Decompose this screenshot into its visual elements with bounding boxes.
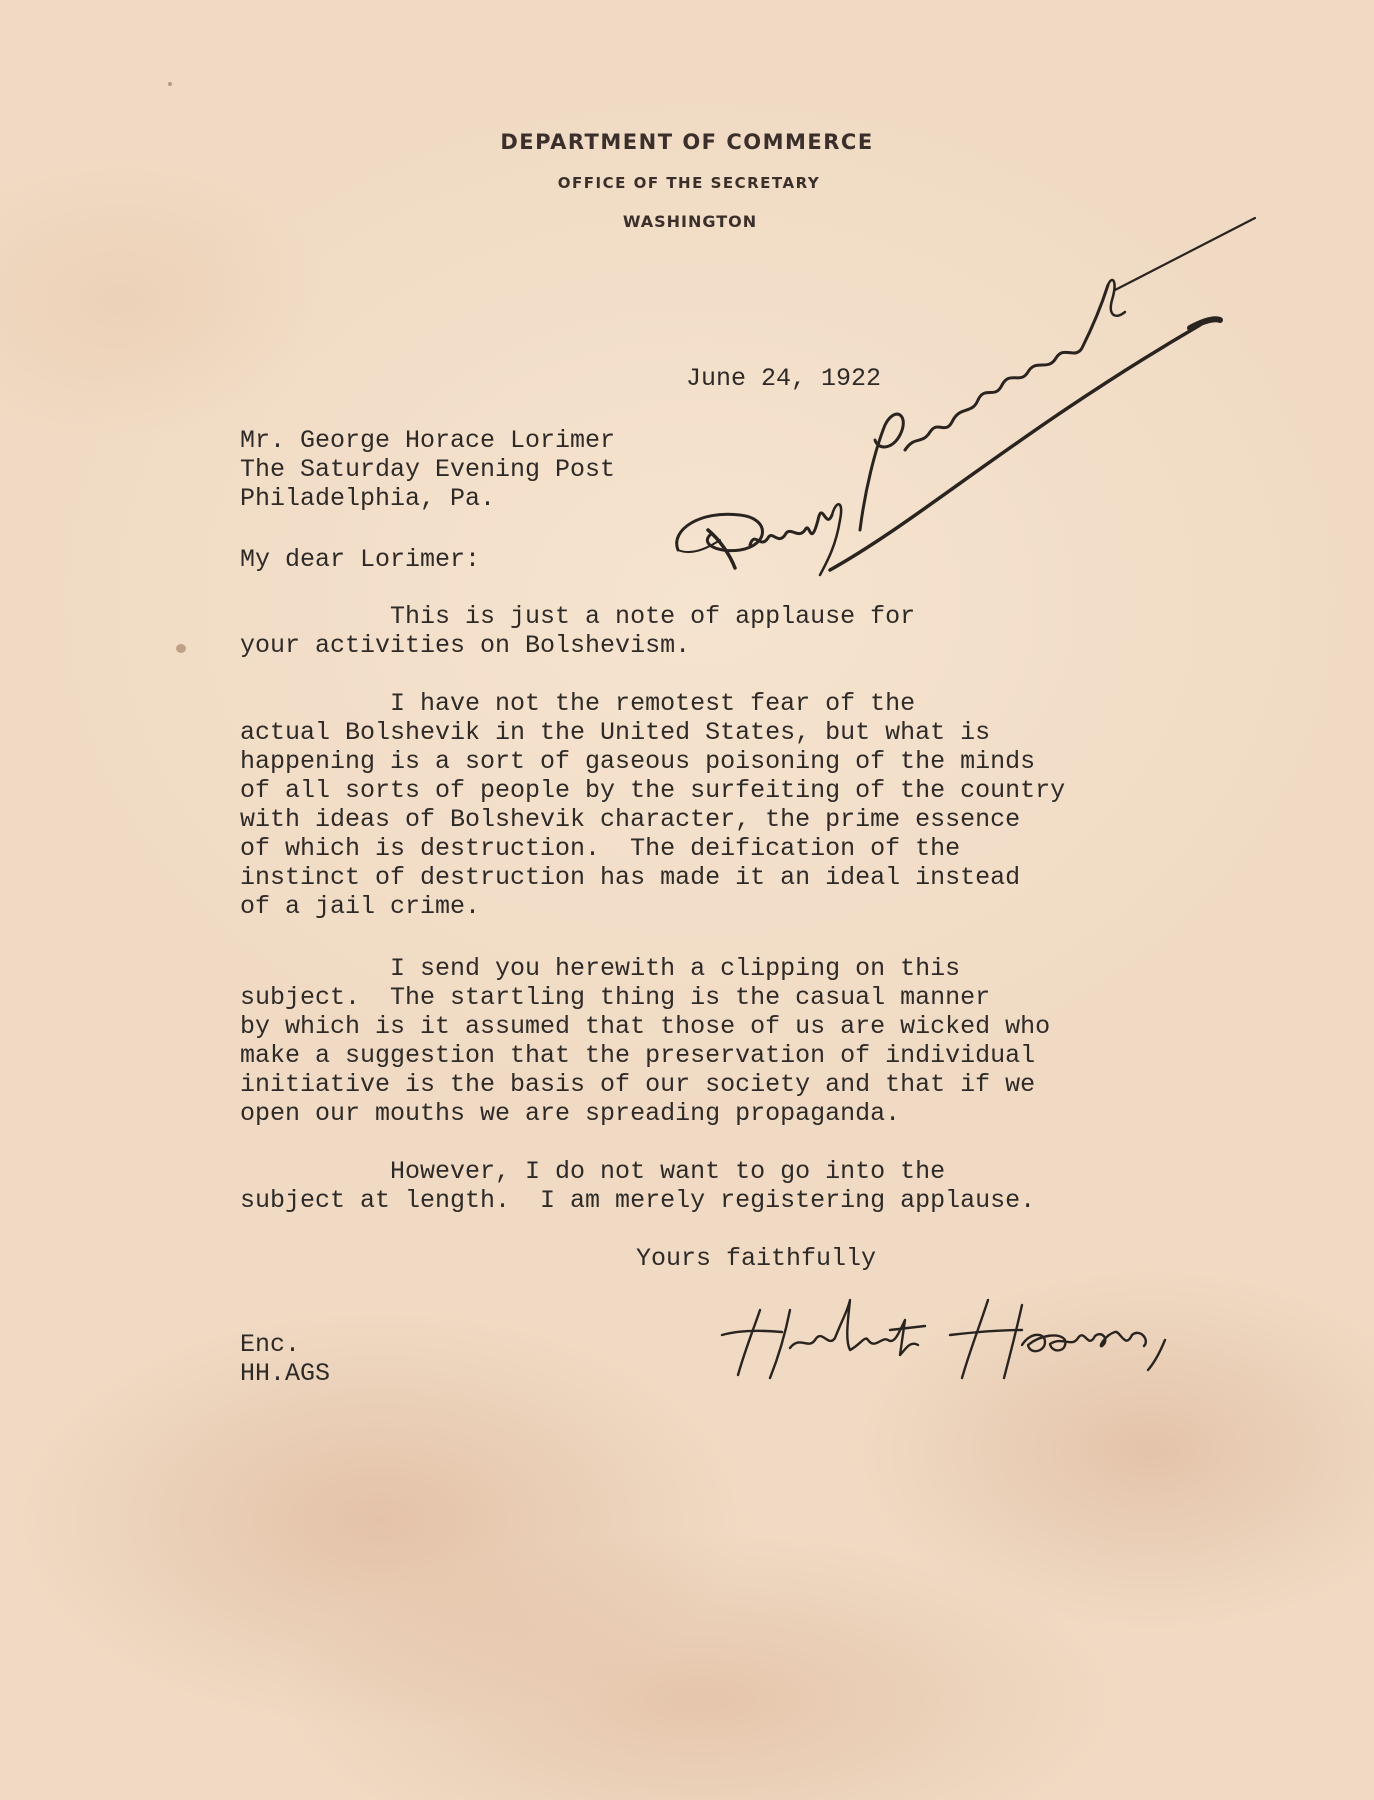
salutation: My dear Lorimer: (240, 545, 481, 574)
letterhead-department: DEPARTMENT OF COMMERCE (500, 130, 874, 154)
handwritten-annotation (660, 200, 1260, 590)
recipient-address (240, 426, 615, 513)
letterhead-office: OFFICE OF THE SECRETARY (557, 174, 821, 192)
letter-date: June 24, 1922 (686, 364, 882, 393)
paper-speck (168, 82, 172, 86)
body-paragraph-1: This is just a note of applause for your activities on Bolshevism. (240, 602, 916, 660)
body-paragraph-4: However, I do not want to go into the subject at length. I am merely registering applause. (240, 1157, 1036, 1215)
letterhead-city: WASHINGTON (622, 212, 758, 231)
recipient-name: Mr. George Horace Lorimer (240, 426, 616, 455)
recipient-location: Philadelphia, Pa. (240, 484, 496, 513)
body-paragraph-3: I send you herewith a clipping on this subject. The startling thing is the casual manner by which is it assumed that those of us are wicked who make a suggestion that the preservation of individual initiative is the basis of our society and that if we open our mouths we are spreading propaganda. (240, 954, 1051, 1128)
signature (700, 1240, 1220, 1400)
paper-smudge (176, 644, 186, 653)
body-paragraph-2: I have not the remotest fear of the actual Bolshevik in the United States, but what is happening is a sort of gaseous poisoning of the minds of all sorts of people by the surfeiting of the country with ideas of Bolshevik character, the prime essence of which is destruction. The deification of the instinct of destruction has made it an ideal instead of a jail crime. (240, 689, 1066, 921)
closing: Yours faithfully (636, 1244, 877, 1273)
enclosure-note: Enc. HH.AGS (240, 1330, 331, 1388)
recipient-organization: The Saturday Evening Post (240, 455, 616, 484)
